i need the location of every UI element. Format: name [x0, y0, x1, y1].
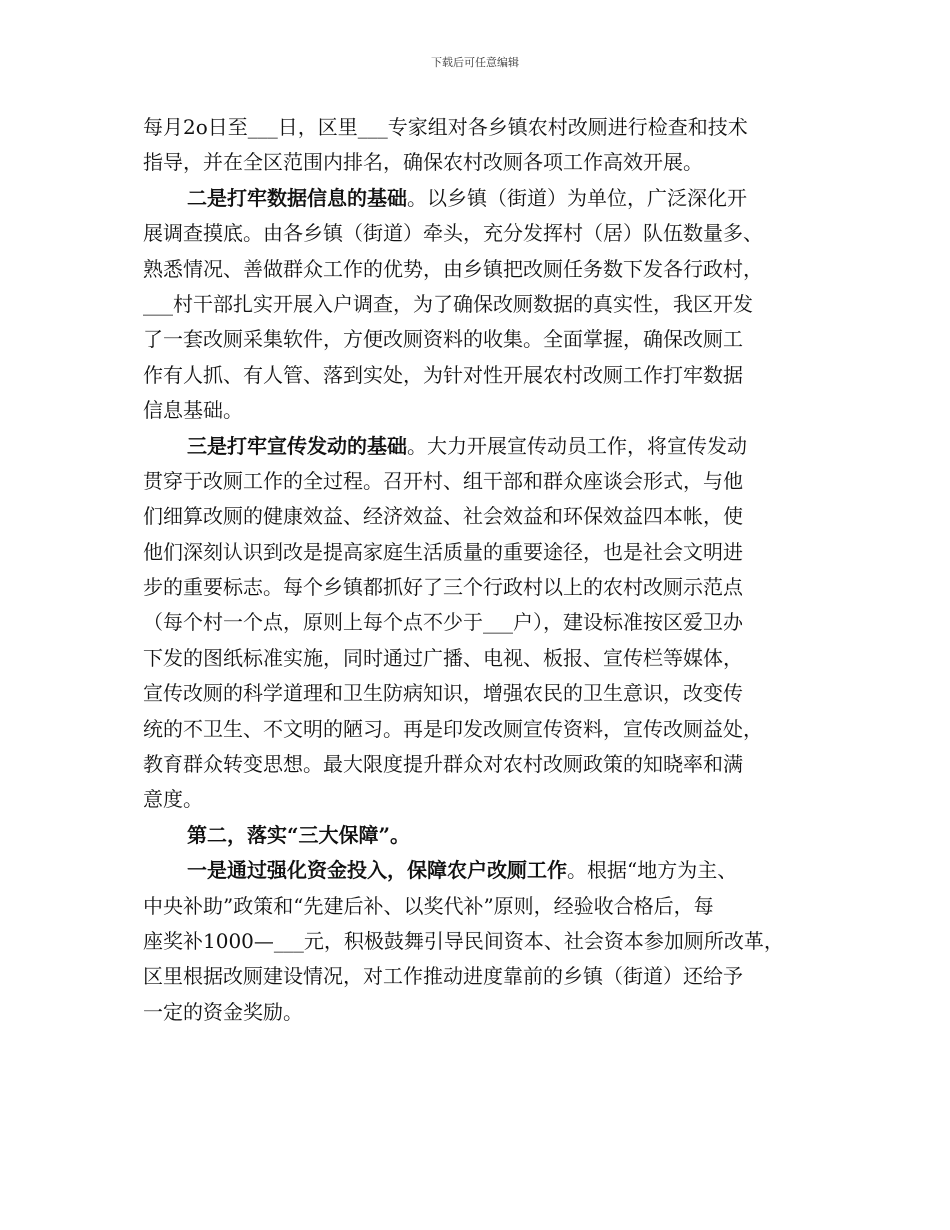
text-line: [143, 853, 813, 888]
text-line: [143, 535, 813, 570]
text-run: 展调查摸底。由各乡镇（街道）牵头，充分发挥村（居）队伍数量多、: [143, 221, 763, 246]
text-line: [143, 287, 813, 322]
text-run: 们细算改厕的健康效益、经济效益、社会效益和环保效益四本帐，使: [143, 504, 743, 529]
text-line: [143, 429, 813, 464]
text-run: 指导，并在全区范围内排名，确保农村改厕各项工作高效开展。: [143, 150, 703, 175]
text-run: 作有人抓、有人管、落到实处，为针对性开展农村改厕工作打牢数据: [143, 362, 743, 387]
section-heading: 二是打牢数据信息的基础: [187, 185, 407, 210]
text-line: [143, 252, 813, 287]
text-run: 座奖补1000—___元，积极鼓舞引导民间资本、社会资本参加厕所改革，: [143, 928, 784, 953]
text-run: 教育群众转变思想。最大限度提升群众对农村改厕政策的知晓率和满: [143, 752, 743, 777]
text-line: [143, 959, 813, 994]
text-run: 。以乡镇（街道）为单位，广泛深化开: [407, 185, 747, 210]
text-line: [143, 818, 813, 853]
text-line: [143, 110, 813, 145]
text-run: （每个村一个点，原则上每个点不少于___户），建设标准按区爱卫办: [143, 610, 743, 635]
text-run: 区里根据改厕建设情况，对工作推动进度靠前的乡镇（街道）还给予: [143, 964, 743, 989]
text-line: [143, 995, 813, 1030]
text-line: [143, 393, 813, 428]
text-run: 贯穿于改厕工作的全过程。召开村、组干部和群众座谈会形式，与他: [143, 468, 743, 493]
text-run: 。根据“地方为主、: [567, 858, 738, 883]
text-run: 一定的资金奖励。: [143, 999, 303, 1024]
text-line: [143, 464, 813, 499]
section-heading: 三是打牢宣传发动的基础: [187, 433, 407, 458]
text-run: 。大力开展宣传动员工作，将宣传发动: [407, 433, 747, 458]
text-run: 步的重要标志。每个乡镇都抓好了三个行政村以上的农村改厕示范点: [143, 575, 743, 600]
text-line: [143, 358, 813, 393]
text-line: [143, 216, 813, 251]
page-header: 下载后可任意编辑: [431, 56, 519, 69]
text-run: 每月2o日至___日，区里___专家组对各乡镇农村改厕进行检查和技术: [143, 115, 748, 139]
text-line: [143, 181, 813, 216]
text-line: [143, 605, 813, 640]
body-text: [143, 110, 813, 1030]
text-line: [143, 889, 813, 924]
section-heading: 一是通过强化资金投入，保障农户改厕工作: [187, 858, 567, 883]
section-heading: 第二，落实“三大保障”。: [187, 822, 411, 847]
text-line: [143, 145, 813, 180]
text-run: 意度。: [143, 787, 203, 812]
text-line: [143, 641, 813, 676]
text-run: 了一套改厕采集软件，方便改厕资料的收集。全面掌握，确保改厕工: [143, 327, 743, 352]
text-run: 中央补助”政策和“先建后补、以奖代补”原则，经验收合格后，每: [143, 893, 714, 918]
text-run: ___村干部扎实开展入户调查，为了确保改厕数据的真实性，我区开发: [143, 291, 753, 316]
text-run: 宣传改厕的科学道理和卫生防病知识，增强农民的卫生意识，改变传: [143, 681, 743, 706]
text-run: 统的不卫生、不文明的陋习。再是印发改厕宣传资料，宣传改厕益处，: [143, 716, 763, 741]
text-run: 信息基础。: [143, 398, 243, 423]
text-line: [143, 712, 813, 747]
text-line: [143, 924, 813, 959]
text-run: 他们深刻认识到改是提高家庭生活质量的重要途径，也是社会文明进: [143, 539, 743, 564]
text-line: [143, 676, 813, 711]
text-run: 下发的图纸标准实施，同时通过广播、电视、板报、宣传栏等媒体，: [143, 645, 743, 670]
text-line: [143, 747, 813, 782]
text-line: [143, 570, 813, 605]
text-run: 熟悉情况、善做群众工作的优势，由乡镇把改厕任务数下发各行政村，: [143, 256, 763, 281]
text-line: [143, 782, 813, 817]
text-line: [143, 499, 813, 534]
text-line: [143, 322, 813, 357]
